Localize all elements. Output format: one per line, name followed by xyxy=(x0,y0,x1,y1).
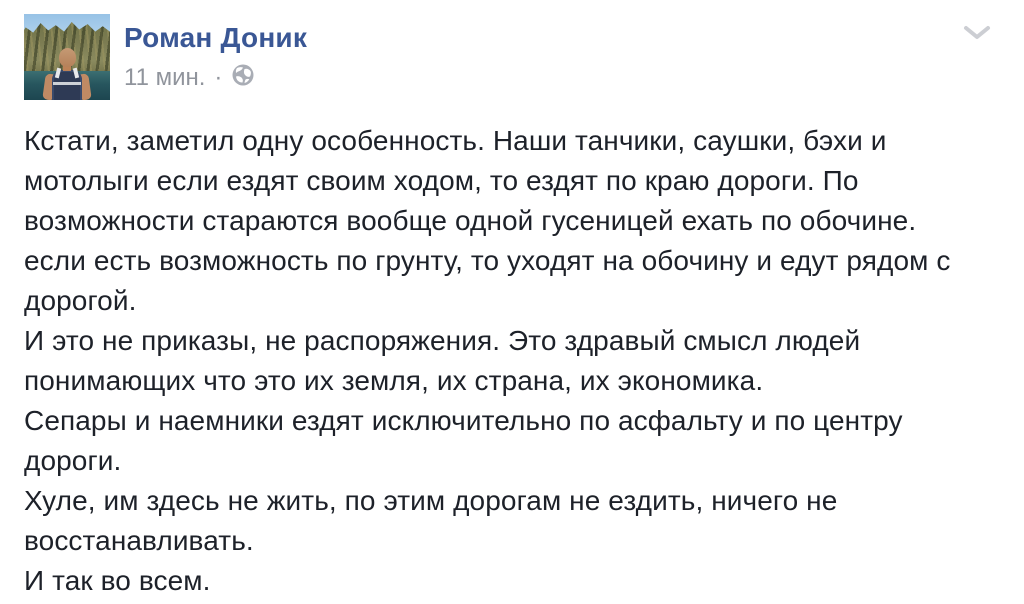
post-text-line: возможности стараются вообще одной гусеницей ехать по обочине. xyxy=(24,205,917,236)
avatar[interactable] xyxy=(24,14,110,100)
timestamp[interactable]: 11 мин. xyxy=(124,63,206,91)
post-text-line: И это не приказы, не распоряжения. Это здравый смысл людей xyxy=(24,325,861,356)
post-text-line: И так во всем. xyxy=(24,565,211,596)
post-text-line: дороги. xyxy=(24,445,122,476)
post-text-line: Хуле, им здесь не жить, по этим дорогам не ездить, ничего не xyxy=(24,485,838,516)
post-text-line: понимающих что это их земля, их страна, их экономика. xyxy=(24,365,764,396)
avatar-person xyxy=(59,48,76,67)
post-text-line: если есть возможность по грунту, то уходят на обочину и едут рядом с xyxy=(24,245,951,276)
author-name[interactable]: Роман Доник xyxy=(124,22,308,53)
post-text-line: Сепары и наемники ездят исключительно по асфальту и по центру xyxy=(24,405,903,436)
meta-separator: · xyxy=(214,63,223,91)
post-meta xyxy=(124,61,255,94)
avatar-person xyxy=(53,82,81,85)
post-text-line: мотолыги если ездят своим ходом, то ездят по краю дороги. По xyxy=(24,165,859,196)
globe-icon xyxy=(231,63,255,94)
post-text xyxy=(24,121,1014,601)
chevron-down-icon[interactable] xyxy=(960,18,994,48)
post-header xyxy=(24,14,1008,102)
post-text-line: восстанавливать. xyxy=(24,525,254,556)
post-text-line: Кстати, заметил одну особенность. Наши танчики, саушки, бэхи и xyxy=(24,125,887,156)
post-text-line: дорогой. xyxy=(24,285,137,316)
